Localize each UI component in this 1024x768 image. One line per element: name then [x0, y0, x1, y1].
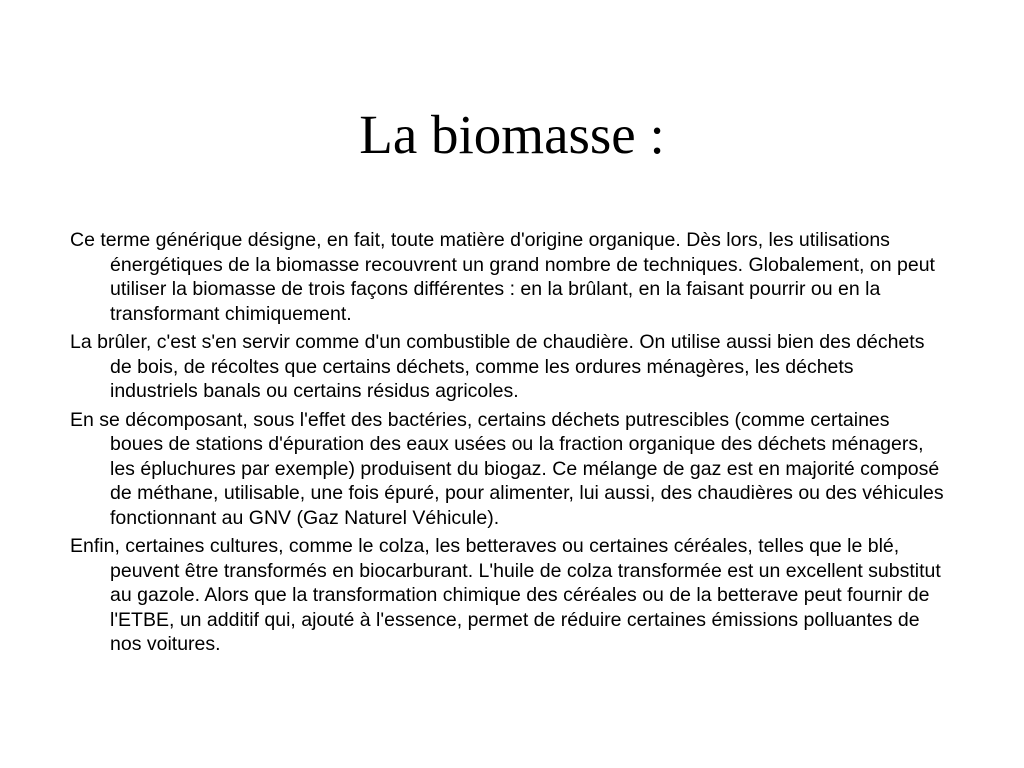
paragraph-biofuel: Enfin, certaines cultures, comme le colza, les betteraves ou certaines céréales, telles que le blé, peuvent être transformés en biocarburant. L'huile de colza transformée est un excellent substitut au gazole. Alors que la transformation chimique des céréales ou de la betterave peut fournir de l'ETBE, un additif qui, ajouté à l'essence, permet de réduire certaines émissions polluantes de nos voitures.: [70, 535, 941, 655]
paragraph-biogas: En se décomposant, sous l'effet des bactéries, certains déchets putrescibles (comme certaines boues de stations d'épuration des eaux usées ou la fraction organique des déchets ménagers, les épluchures par exemple) produisent du biogaz. Ce mélange de gaz est en majorité composé de méthane, utilisable, une fois épuré, pour alimenter, lui aussi, des chaudières ou des véhicules fonctionnant au GNV (Gaz Naturel Véhicule).: [70, 408, 944, 529]
slide-title: La biomasse :: [359, 104, 665, 165]
paragraph-combustion: La brûler, c'est s'en servir comme d'un combustible de chaudière. On utilise aussi bien des déchets de bois, de récoltes que certains déchets, comme les ordures ménagères, les déchets industriels banals ou certains résidus agricoles.: [70, 331, 925, 402]
slide-body: [70, 228, 945, 661]
paragraph-definition: Ce terme générique désigne, en fait, toute matière d'origine organique. Dès lors, les utilisations énergétiques de la biomasse recouvrent un grand nombre de techniques. Globalement, on peut utiliser la biomasse de trois façons différentes : en la brûlant, en la faisant pourrir ou en la transformant chimiquement.: [70, 229, 935, 325]
